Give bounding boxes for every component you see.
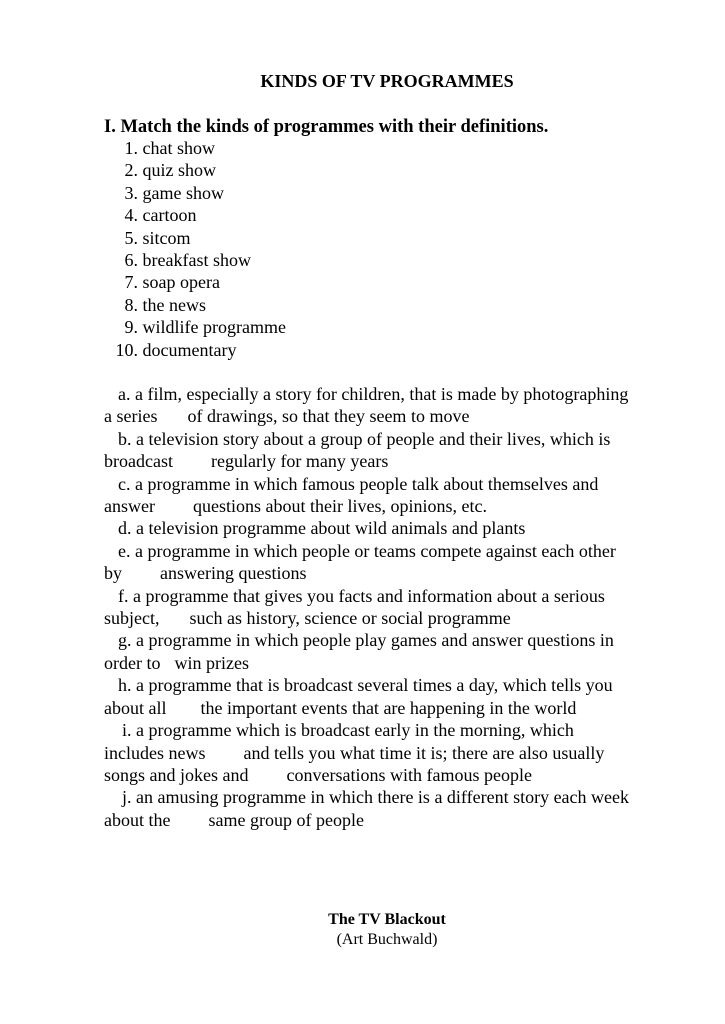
list-item: 3. game show (124, 182, 224, 203)
list-item: 8. the news (124, 294, 206, 315)
definition-item: f. a programme that gives you facts and information about a serious subject, such as history, science or social programme (104, 585, 605, 629)
list-item: 6. breakfast show (124, 250, 251, 271)
footer-title: The TV Blackout (328, 911, 446, 928)
definition-item: e. a programme in which people or teams compete against each other by answering questions (104, 540, 616, 584)
task-heading: I. Match the kinds of programmes with their definitions. (104, 117, 549, 137)
footer-author: (Art Buchwald) (336, 931, 438, 948)
list-item: 7. soap opera (124, 272, 220, 293)
definition-item: g. a programme in which people play games and answer questions in order to win prizes (104, 630, 614, 673)
footer-reference (104, 910, 670, 950)
definition-item: a. a film, especially a story for children, that is made by photographing a series of drawings, so that they seem to move (104, 384, 629, 427)
list-item: 10. documentary (115, 339, 237, 360)
definition-list (104, 383, 684, 831)
list-item: 4. cartoon (124, 205, 197, 226)
definition-item: c. a programme in which famous people talk about themselves and answer questions about their lives, opinions, etc. (104, 473, 599, 517)
definition-item: i. a programme which is broadcast early in the morning, which includes news and tells you what time it is; there are also usually songs and jokes and conversations with famous people (104, 720, 605, 785)
list-item: 9. wildlife programme (124, 317, 286, 338)
definition-item: d. a television programme about wild animals and plants (118, 518, 526, 539)
list-item: 2. quiz show (124, 160, 216, 181)
list-item: 1. chat show (124, 138, 215, 158)
programme-list (104, 137, 286, 361)
definition-item: h. a programme that is broadcast several times a day, which tells you about all the important events that are happening in the world (104, 675, 613, 718)
list-item: 5. sitcom (124, 227, 191, 248)
definition-item: j. an amusing programme in which there is a different story each week about the same group of people (104, 787, 630, 830)
definition-item: b. a television story about a group of people and their lives, which is broadcast regularly for many years (104, 428, 611, 472)
document-title: KINDS OF TV PROGRAMMES (260, 71, 514, 91)
